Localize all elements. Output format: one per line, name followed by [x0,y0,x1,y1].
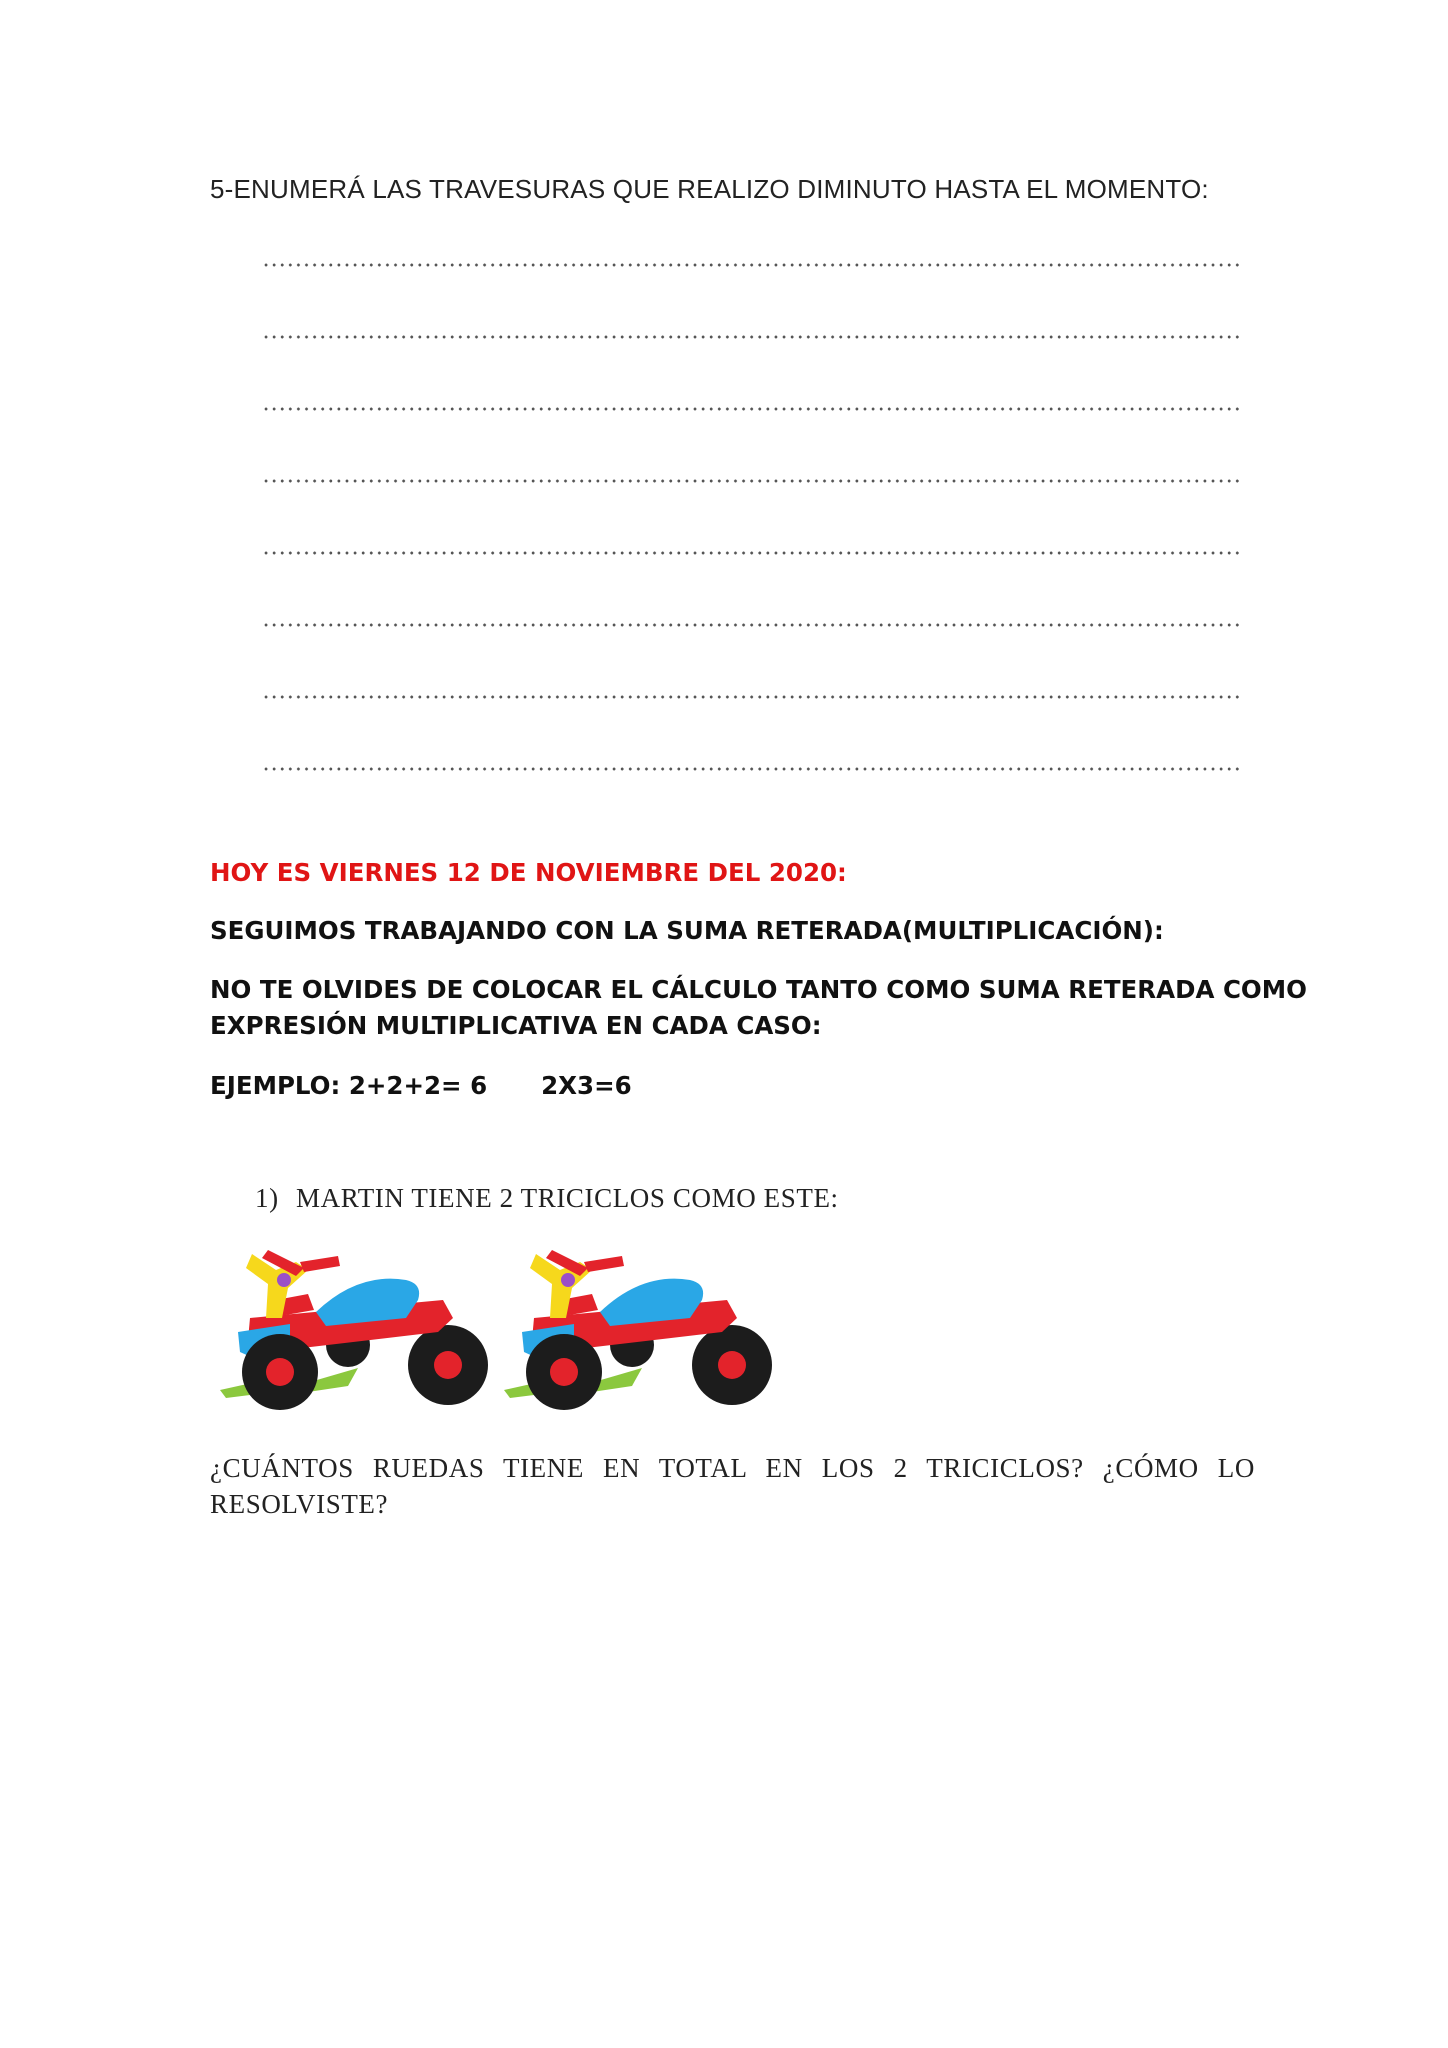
example-addition: EJEMPLO: 2+2+2= 6 [210,1071,488,1100]
section5-question: 5-ENUMERÁ LAS TRAVESURAS QUE REALIZO DIMINUTO HASTA EL MOMENTO: [210,174,1209,204]
answer-line-1[interactable] [262,262,1242,268]
example-line [210,1068,632,1104]
problem1-number: 1) [255,1183,279,1213]
problem1-question: ¿CUÁNTOS RUEDAS TIENE EN TOTAL EN LOS 2 TRICICLOS? ¿CÓMO LO RESOLVISTE? [210,1453,1255,1519]
topic-heading: SEGUIMOS TRABAJANDO CON LA SUMA RETERADA(MULTIPLICACIÓN): [210,916,1164,945]
answer-line-7[interactable] [262,694,1242,700]
example-multiplication: 2X3=6 [541,1071,632,1100]
instruction-line-2: EXPRESIÓN MULTIPLICATIVA EN CADA CASO: [210,1011,822,1040]
answer-line-8[interactable] [262,766,1242,772]
answer-line-5[interactable] [262,550,1242,556]
date-heading: HOY ES VIERNES 12 DE NOVIEMBRE DEL 2020: [210,858,847,887]
tricycle-image-1 [208,1240,498,1415]
answer-line-2[interactable] [262,334,1242,340]
answer-line-6[interactable] [262,622,1242,628]
answer-line-3[interactable] [262,406,1242,412]
problem1-statement: MARTIN TIENE 2 TRICICLOS COMO ESTE: [296,1183,839,1213]
tricycle-image-2 [492,1240,782,1415]
instruction-line-1: NO TE OLVIDES DE COLOCAR EL CÁLCULO TANTO COMO SUMA RETERADA COMO [210,975,1307,1004]
answer-line-4[interactable] [262,478,1242,484]
